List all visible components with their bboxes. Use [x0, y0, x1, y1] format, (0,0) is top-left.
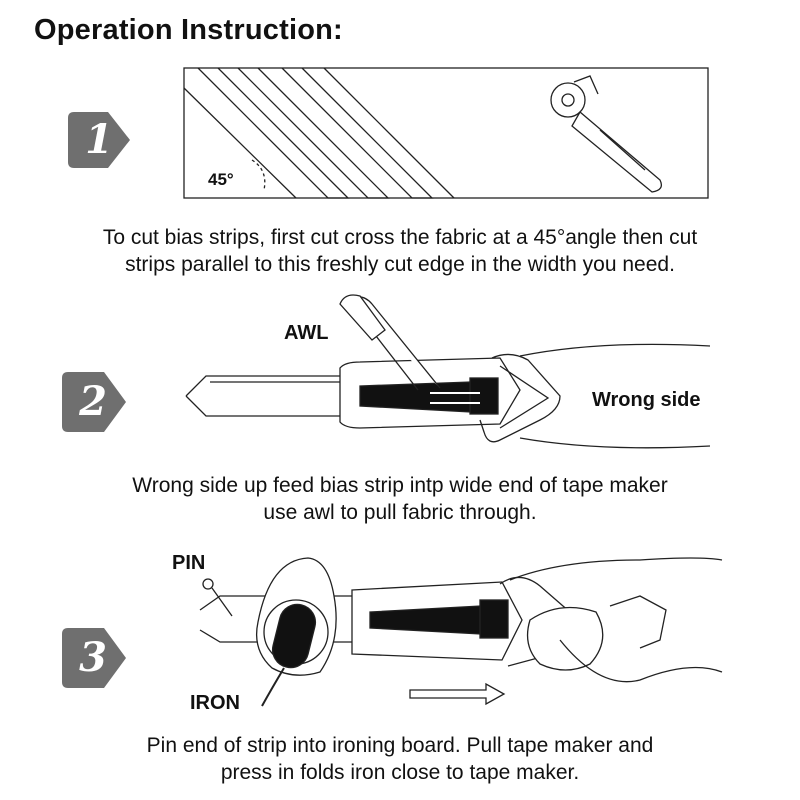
- step-3-number: 3: [79, 634, 107, 681]
- page-title: Operation Instruction:: [34, 14, 343, 46]
- pin-label: PIN: [172, 552, 206, 574]
- step-2-caption-line-1: Wrong side up feed bias strip intp wide end of tape maker: [132, 474, 668, 497]
- ironing-diagram: [200, 558, 722, 706]
- step-1-number: 1: [85, 116, 113, 163]
- step-3-caption-line-1: Pin end of strip into ironing board. Pull tape maker and: [146, 734, 654, 757]
- step-3-caption: [0, 732, 800, 786]
- fabric-diagram: [184, 68, 708, 198]
- step-3-caption-line-2: press in folds iron close to tape maker.: [220, 761, 580, 784]
- step-1-caption-line-1: To cut bias strips, first cut cross the fabric at a 45°angle then cut: [102, 226, 698, 249]
- step-1-caption: [0, 224, 800, 278]
- tape-maker-diagram: [186, 295, 710, 448]
- wrong-side-label: Wrong side: [592, 389, 701, 411]
- step-1-caption-line-2: strips parallel to this freshly cut edge in the width you need.: [125, 253, 675, 276]
- iron-label: IRON: [190, 692, 240, 714]
- step-2-caption: [0, 472, 800, 526]
- awl-label: AWL: [284, 322, 329, 344]
- step-2-caption-line-2: use awl to pull fabric through.: [263, 501, 537, 524]
- angle-label: 45°: [208, 170, 234, 189]
- step-2-number: 2: [79, 378, 107, 425]
